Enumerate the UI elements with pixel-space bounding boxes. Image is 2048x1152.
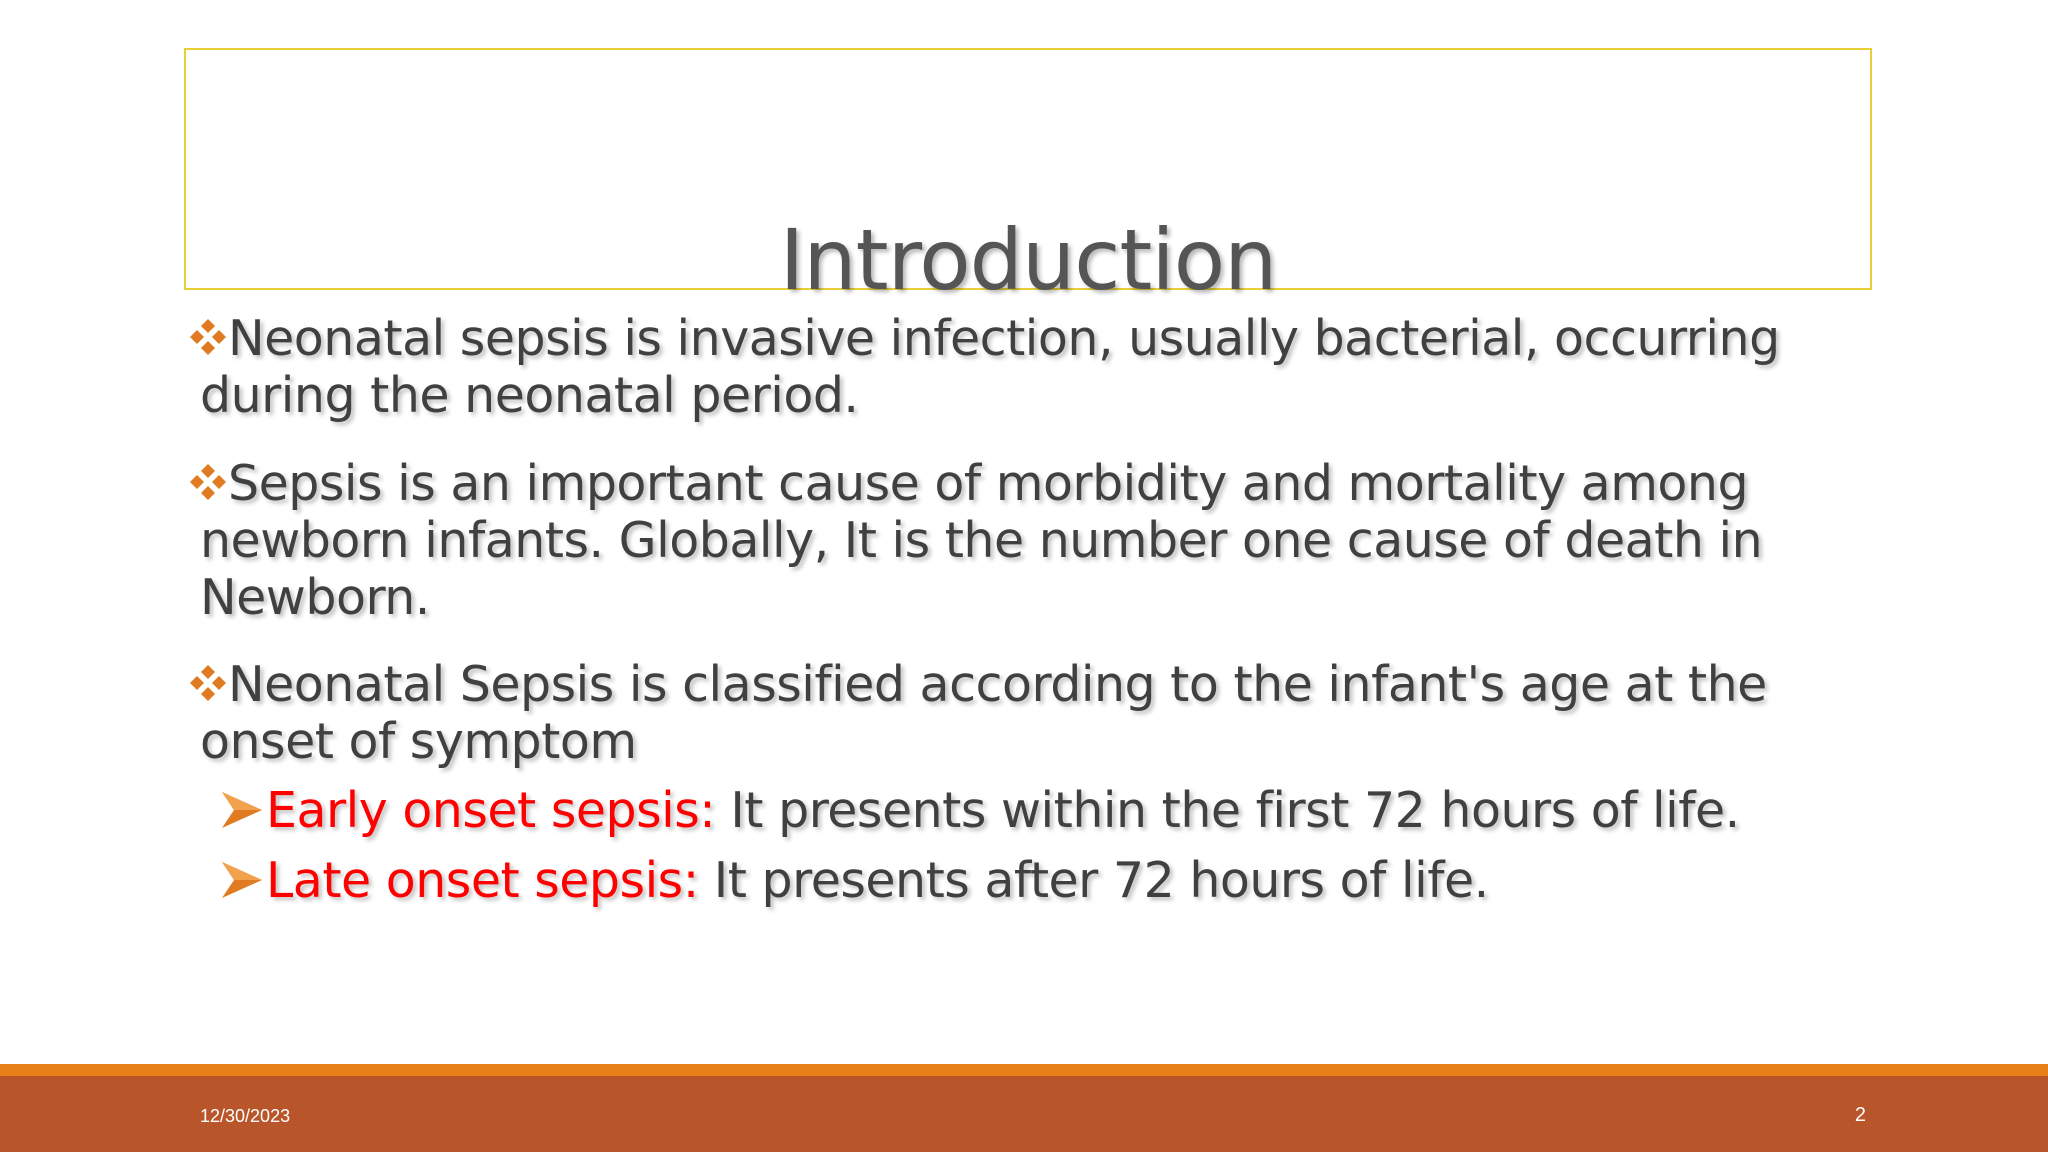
four-diamond-bullet-icon (188, 462, 228, 502)
slide-title: Introduction (779, 211, 1277, 309)
arrow-bullet-icon (220, 790, 264, 830)
bullet-text: Sepsis is an important cause of morbidity and mortality among newborn infants. Globally, It is the number one cause of death in Newborn. (200, 455, 1763, 626)
footer-band (0, 1076, 2048, 1152)
sub-bullet-item (188, 776, 1788, 846)
slide-content (188, 310, 1788, 916)
sub-bullet-label: Late onset sepsis: (266, 852, 699, 909)
sub-bullet-text: It presents within the first 72 hours of life. (715, 782, 1740, 839)
bullet-item (188, 310, 1788, 424)
title-placeholder (184, 48, 1872, 309)
bullet-item (188, 656, 1788, 770)
four-diamond-bullet-icon (188, 317, 228, 357)
footer-date: 12/30/2023 (200, 1106, 291, 1126)
footer-accent-stripe (0, 1064, 2048, 1076)
bullet-text: Neonatal Sepsis is classified according to the infant's age at the onset of symptom (200, 656, 1767, 770)
bullet-text: Neonatal sepsis is invasive infection, usually bacterial, occurring during the neonatal period. (200, 310, 1780, 424)
arrow-bullet-icon (220, 860, 264, 900)
four-diamond-bullet-icon (188, 663, 228, 703)
sub-bullet-label: Early onset sepsis: (266, 782, 716, 839)
bullet-item (188, 455, 1788, 626)
slide-number: 2 (1854, 1104, 1866, 1126)
sub-bullet-text: It presents after 72 hours of life. (698, 852, 1489, 909)
sub-bullet-item (188, 846, 1788, 916)
